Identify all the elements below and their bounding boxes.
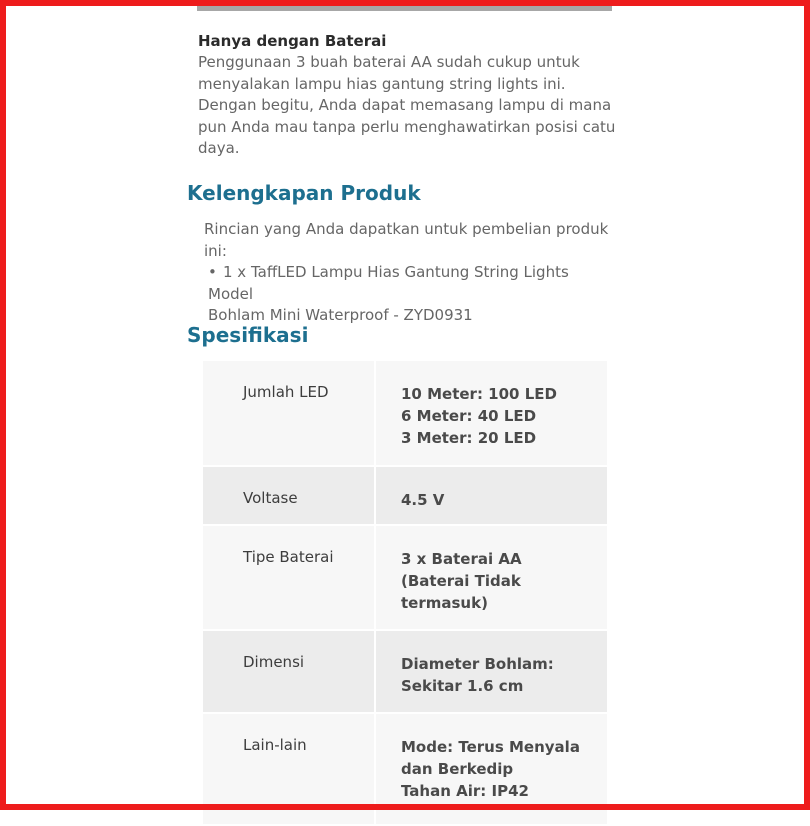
spec-value-line: 3 x Baterai AA bbox=[401, 550, 522, 568]
spec-table bbox=[203, 361, 607, 826]
spec-value-line: 3 Meter: 20 LED bbox=[401, 429, 537, 447]
section-heading-spesifikasi: Spesifikasi bbox=[187, 323, 309, 347]
spec-value-line: 6 Meter: 40 LED bbox=[401, 407, 537, 425]
spec-label: Lain-lain bbox=[203, 714, 376, 824]
spec-label: Voltase bbox=[203, 467, 376, 524]
feature-title: Hanya dengan Baterai bbox=[198, 32, 387, 50]
list-item bbox=[208, 262, 618, 327]
table-row bbox=[203, 526, 607, 631]
feature-description bbox=[198, 52, 618, 160]
spec-value bbox=[376, 467, 607, 524]
spec-value bbox=[376, 631, 607, 712]
spec-value-line: termasuk) bbox=[401, 594, 488, 612]
table-row bbox=[203, 467, 607, 526]
spec-value-line: 10 Meter: 100 LED bbox=[401, 385, 557, 403]
spec-value-line: (Baterai Tidak bbox=[401, 572, 521, 590]
spec-value bbox=[376, 714, 607, 824]
spec-value-line: dan Berkedip bbox=[401, 760, 514, 778]
kit-item-line: 1 x TaffLED Lampu Hias Gantung String Lights Model bbox=[208, 263, 569, 303]
spec-label: Dimensi bbox=[203, 631, 376, 712]
feature-line: menyalakan lampu hias gantung string lights ini. bbox=[198, 74, 566, 93]
feature-line: Dengan begitu, Anda dapat memasang lampu di mana bbox=[198, 96, 612, 114]
spec-label: Tipe Baterai bbox=[203, 526, 376, 629]
spec-label: Jumlah LED bbox=[203, 361, 376, 465]
kit-item-list bbox=[208, 262, 618, 327]
feature-line: daya. bbox=[198, 139, 240, 157]
table-row bbox=[203, 361, 607, 467]
feature-line: pun Anda mau tanpa perlu menghawatirkan posisi catu bbox=[198, 117, 616, 136]
spec-value-line: 4.5 V bbox=[401, 491, 445, 509]
bullet-icon: • bbox=[208, 263, 217, 281]
spec-value-line: Mode: Terus Menyala bbox=[401, 738, 580, 756]
table-row bbox=[203, 714, 607, 826]
kit-intro-text bbox=[204, 219, 614, 262]
kit-intro-line: ini: bbox=[204, 241, 227, 260]
kit-item-line: Bohlam Mini Waterproof - ZYD0931 bbox=[208, 306, 473, 324]
top-divider-bar bbox=[197, 6, 612, 11]
spec-value bbox=[376, 361, 607, 465]
spec-value-line: Diameter Bohlam: bbox=[401, 655, 554, 673]
spec-value-line: Tahan Air: IP42 bbox=[401, 782, 529, 800]
spec-value-line: Sekitar 1.6 cm bbox=[401, 677, 524, 695]
section-heading-kelengkapan: Kelengkapan Produk bbox=[187, 181, 421, 205]
table-row bbox=[203, 631, 607, 714]
kit-intro-line: Rincian yang Anda dapatkan untuk pembelian produk bbox=[204, 220, 609, 238]
feature-line: Penggunaan 3 buah baterai AA sudah cukup untuk bbox=[198, 53, 580, 71]
spec-value bbox=[376, 526, 607, 629]
